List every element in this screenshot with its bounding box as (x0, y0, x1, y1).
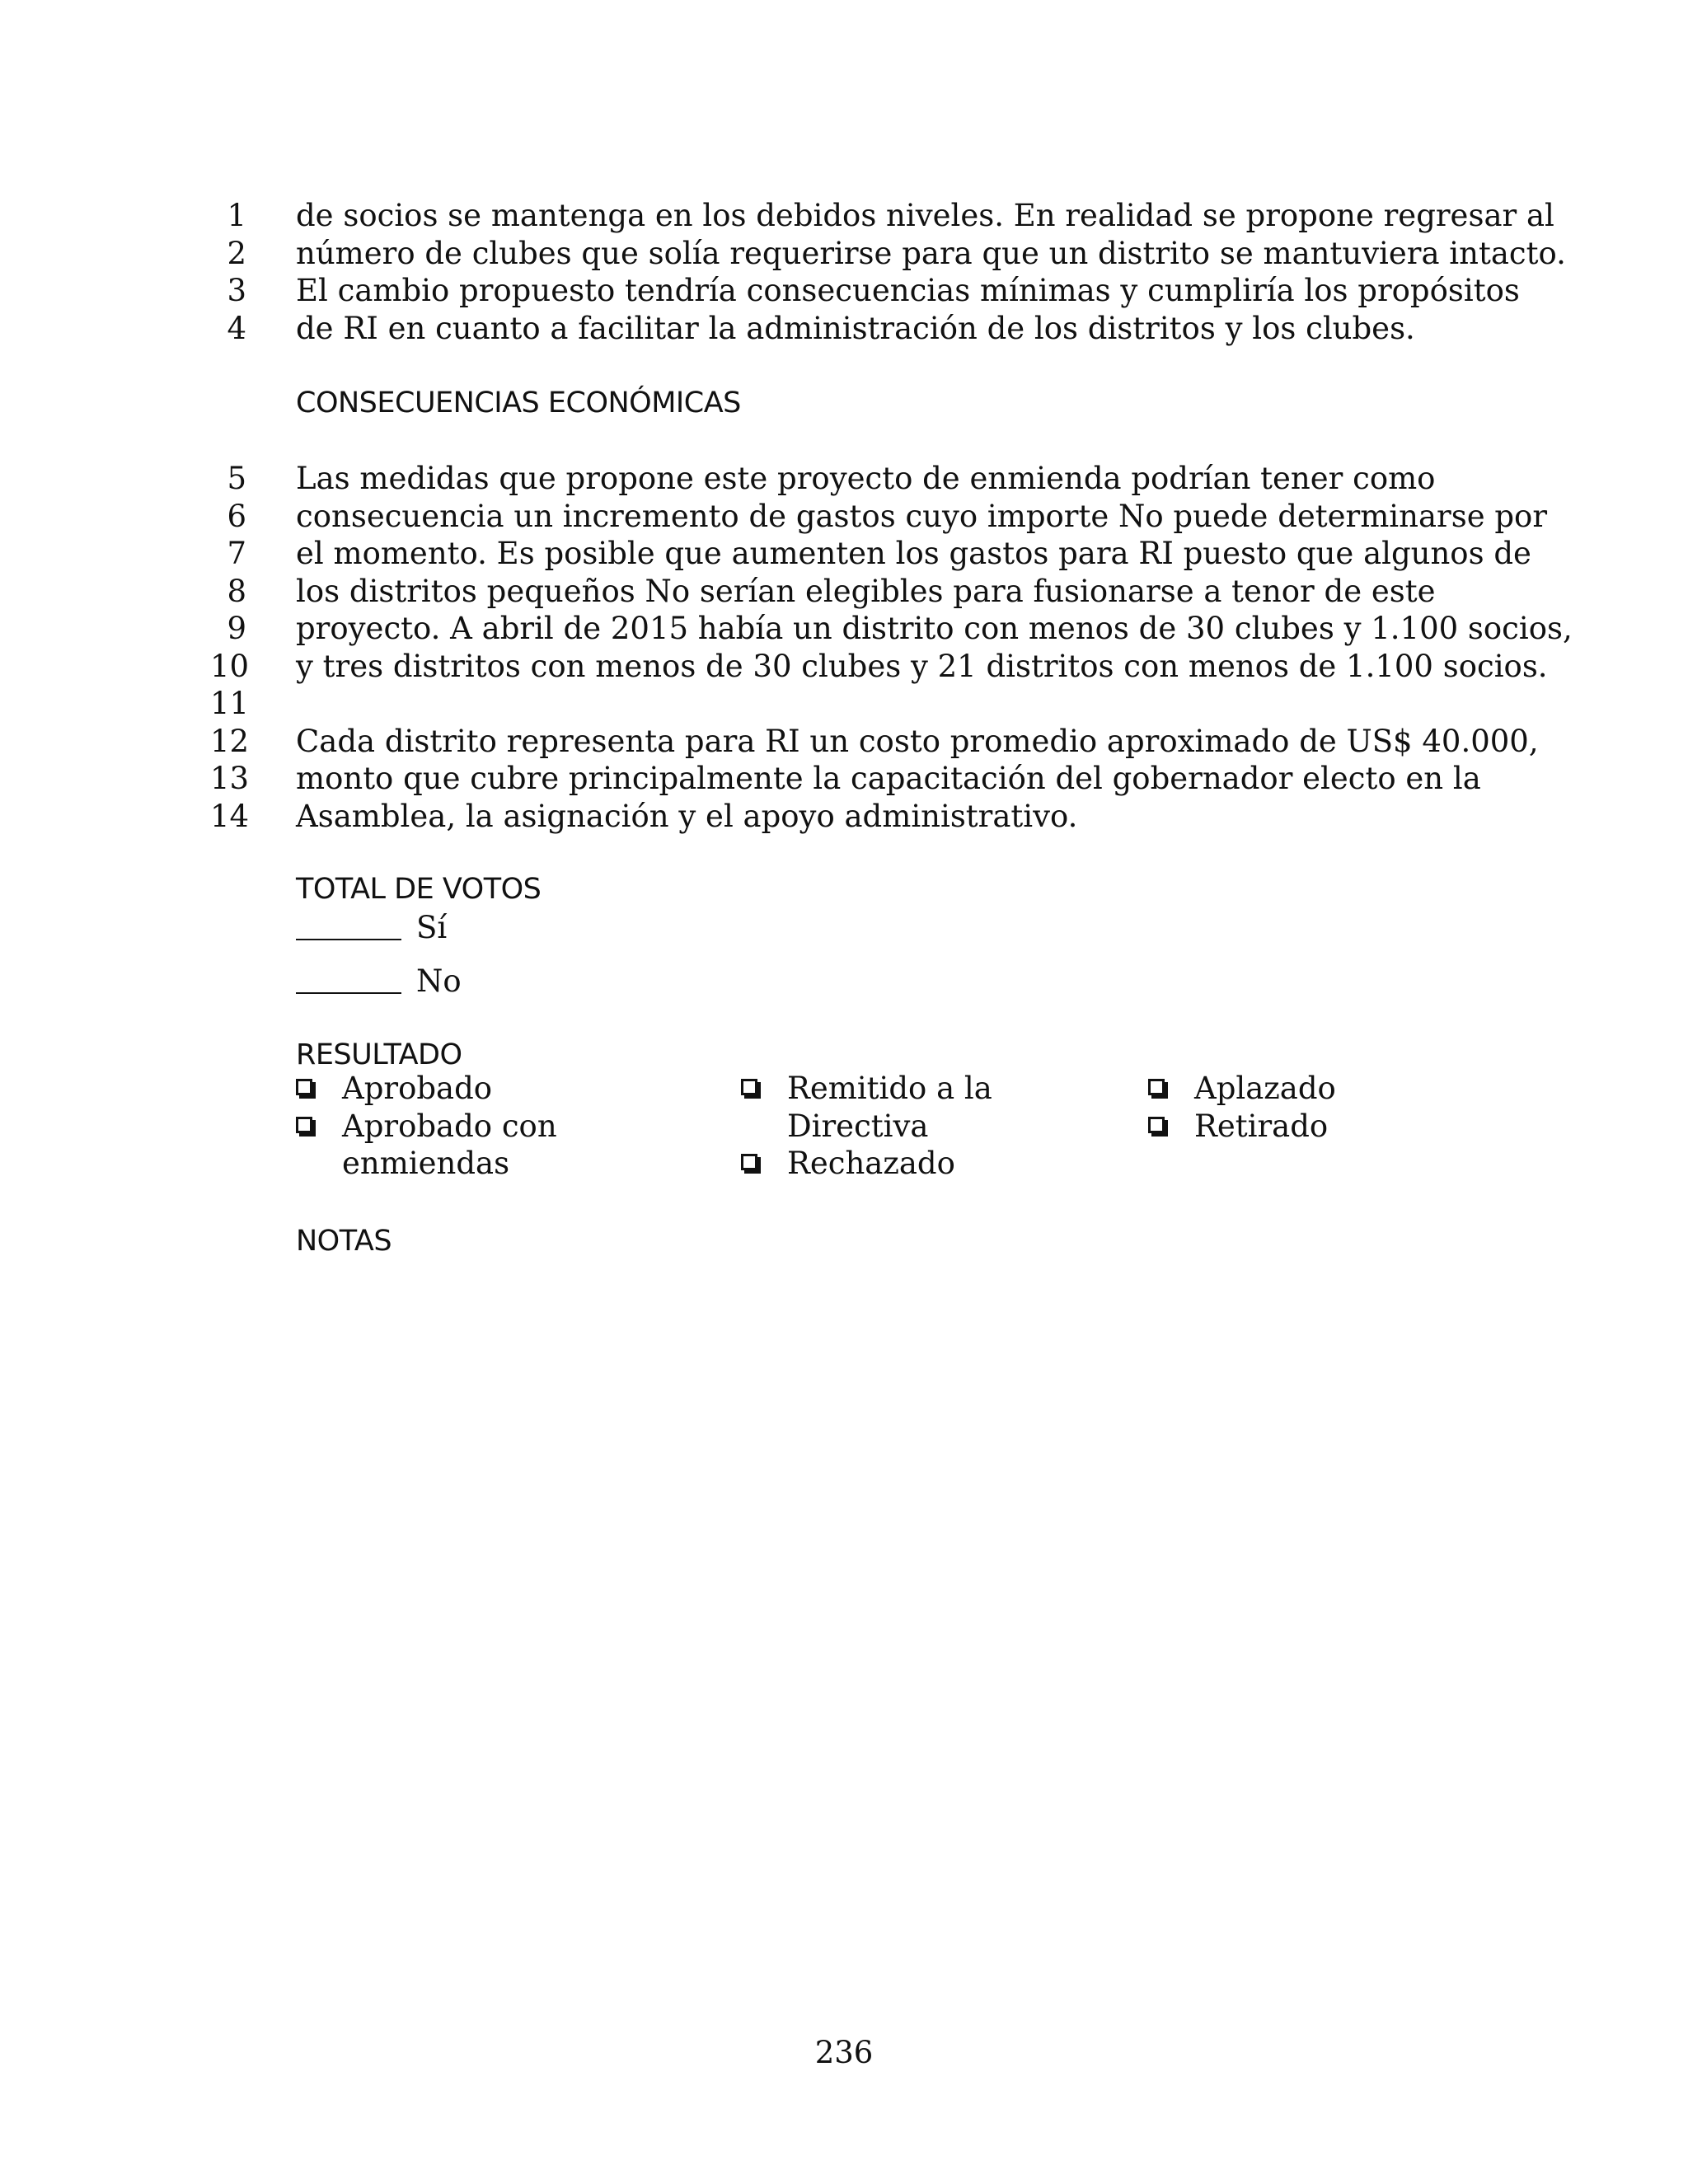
text-line (210, 648, 1562, 686)
line-number: 6 (227, 498, 246, 534)
option-label-continued: Directiva (787, 1108, 929, 1144)
line-text: número de clubes que solía requerirse para que un distrito se mantuviera intacto. (296, 235, 1566, 271)
text-line (210, 535, 1562, 573)
heading-notes: NOTAS (296, 1225, 392, 1258)
heading-result: RESULTADO (296, 1038, 462, 1071)
option-label-continued: enmiendas (342, 1146, 510, 1181)
heading-total-votes: TOTAL DE VOTOS (296, 873, 542, 906)
checkbox-icon[interactable] (296, 1079, 312, 1095)
vote-yes-label: Sí (416, 910, 448, 945)
line-number: 2 (227, 235, 246, 271)
vote-yes-blank[interactable] (296, 909, 401, 940)
line-text: monto que cubre principalmente la capacitación del gobernador electo en la (296, 761, 1481, 796)
text-line (210, 685, 1562, 723)
result-options (296, 1070, 1450, 1193)
text-line (210, 723, 1562, 761)
line-number: 12 (210, 723, 250, 759)
text-line (210, 760, 1562, 798)
checkbox-icon[interactable] (1148, 1079, 1165, 1095)
text-line (210, 798, 1562, 836)
text-line (210, 573, 1562, 611)
option-label: Aprobado con (342, 1108, 557, 1144)
line-number: 7 (227, 536, 246, 571)
checkbox-icon[interactable] (1148, 1117, 1165, 1133)
line-text: proyecto. A abril de 2015 había un distrito con menos de 30 clubes y 1.100 socios, (296, 611, 1573, 646)
line-text: de RI en cuanto a facilitar la administración de los distritos y los clubes. (296, 310, 1415, 346)
text-line (210, 197, 1562, 235)
checkbox-icon[interactable] (741, 1154, 757, 1170)
line-number: 5 (227, 461, 246, 496)
line-number: 3 (227, 273, 246, 308)
paragraph-intro (210, 197, 1566, 347)
line-text: consecuencia un incremento de gastos cuyo importe No puede determinarse por (296, 498, 1548, 534)
option-label: Rechazado (787, 1146, 955, 1181)
checkbox-icon[interactable] (741, 1079, 757, 1095)
line-number: 10 (210, 648, 250, 684)
text-line (210, 235, 1566, 273)
line-text: El cambio propuesto tendría consecuencias mínimas y cumpliría los propósitos (296, 273, 1520, 308)
line-number: 1 (227, 198, 246, 233)
vote-yes-row (296, 909, 447, 946)
text-line (210, 310, 1562, 348)
text-line (210, 460, 1562, 498)
line-number: 13 (210, 761, 250, 796)
line-number: 11 (210, 686, 250, 721)
text-line (210, 610, 1573, 648)
line-text: Las medidas que propone este proyecto de enmienda podrían tener como (296, 461, 1436, 496)
vote-no-blank[interactable] (296, 963, 401, 994)
line-text: Cada distrito representa para RI un costo promedio aproximado de US$ 40.000, (296, 723, 1539, 759)
option-label: Aplazado (1194, 1071, 1336, 1106)
paragraph-economic (210, 460, 1573, 835)
vote-no-row (296, 963, 462, 1000)
option-label: Aprobado (342, 1071, 493, 1106)
line-number: 4 (227, 310, 246, 346)
line-text: y tres distritos con menos de 30 clubes y 21 distritos con menos de 1.100 socios. (296, 648, 1548, 684)
text-line (210, 272, 1562, 310)
vote-no-label: No (416, 963, 462, 999)
text-line (210, 498, 1562, 536)
line-text: los distritos pequeños No serían elegibles para fusionarse a tenor de este (296, 573, 1436, 609)
heading-economic-consequences: CONSECUENCIAS ECONÓMICAS (296, 387, 741, 419)
page-number: 236 (814, 2035, 874, 2070)
line-text: de socios se mantenga en los debidos niveles. En realidad se propone regresar al (296, 198, 1554, 233)
line-text: el momento. Es posible que aumenten los gastos para RI puesto que algunos de (296, 536, 1531, 571)
line-number: 14 (210, 798, 250, 834)
line-number: 9 (227, 611, 246, 646)
line-number: 8 (227, 573, 246, 609)
option-label: Retirado (1194, 1108, 1329, 1144)
checkbox-icon[interactable] (296, 1117, 312, 1133)
line-text: Asamblea, la asignación y el apoyo administrativo. (296, 798, 1078, 834)
option-label: Remitido a la (787, 1071, 992, 1106)
